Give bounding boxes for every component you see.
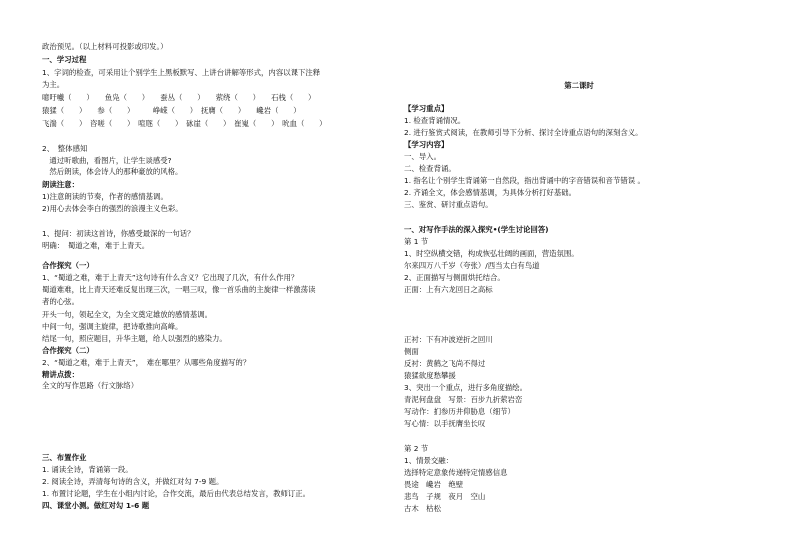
text-line: 反衬：黄鹤之飞尚不得过 — [404, 359, 486, 368]
homework-item: 1. 布置讨论题，学生在小组内讨论，合作交流，最后由代表总结发言，教师订正。 — [42, 489, 311, 498]
text-line: 第 1 节 — [404, 237, 429, 246]
text-line: 1、字词的检查，可采用让个别学生上黑板默写、上讲台讲解等形式，内容以课下注释 — [42, 68, 321, 77]
text-line: 结尾一句，照应题目，升华主题，给人以强烈的感染力。 — [42, 334, 227, 343]
text-line: 悲鸟 子规 夜月 空山 — [404, 492, 486, 501]
text-line: 畏途 巉岩 绝壁 — [404, 480, 464, 489]
lesson-title: 第二课时 — [564, 81, 594, 90]
text-line: 2. 齐诵全文，体会感情基调，为具体分析打好基础。 — [404, 188, 576, 197]
text-line: 写动作：扪参历井仰胁息（细节） — [404, 407, 515, 416]
text-line: 尔来四万八千岁（夸张）/西当太白有鸟道 — [404, 261, 540, 270]
vocab-line: 噫吁嚱（ ） 鱼凫（ ） 蚕丛（ ） 萦绕（ ） 石栈（ ） — [42, 93, 316, 102]
homework-item: 2. 阅读全诗，弄清每句诗的含义，并做红对勾 7-9 题。 — [42, 477, 224, 486]
section-heading-overall: 2、 整体感知 — [42, 144, 88, 153]
text-line: 开头一句，领起全文，为全文奠定雄放的感情基调。 — [42, 310, 212, 319]
vocab-line: 猿猱（ ） 参（ ） 峥嵘（ ） 抚膺（ ） 巉岩（ ） — [42, 106, 301, 115]
subheading-cooperation-2: 合作探究（二） — [42, 346, 94, 355]
text-line: 青泥何盘盘 写景：百步九折萦岩峦 — [404, 395, 523, 404]
text-line: 2. 进行鉴赏式阅读，在教师引导下分析、探讨全诗重点语句的深刻含义。 — [404, 128, 643, 137]
text-line: 1. 检查背诵情况。 — [404, 116, 466, 125]
subheading-cooperation-1: 合作探究（一） — [42, 261, 94, 270]
subheading-reading-notes: 朗读注意： — [42, 180, 79, 189]
text-line: 为主。 — [42, 80, 65, 89]
text-line: 1、时空纵横交错，构成恢弘壮阔的画面，营造氛围。 — [404, 249, 579, 258]
text-line: 然后朗读，体会诗人的那种豪放的风格。 — [42, 167, 183, 176]
text-line: 2、正面描写与侧面烘托结合。 — [404, 273, 505, 282]
text-line: 2、“蜀道之难，难于上青天”， 难在哪里？从哪些角度描写的？ — [42, 358, 251, 367]
text-line: 1)注意朗读的节奏，作者的感情基调。 — [42, 192, 168, 201]
text-line: 侧面 — [404, 347, 419, 356]
subheading-writing-techniques: 一、对写作手法的深入探究•(学生讨论回答) — [404, 225, 549, 234]
text-line: 写心情：以手抚膺坐长叹 — [404, 419, 486, 428]
text-line: 二、检查背诵。 — [404, 164, 456, 173]
text-line: 1. 指名让个别学生背诵第一自然段，指出背诵中的字音错误和音节错误 。 — [404, 176, 645, 185]
text-line-emphasis: 蜀道难难，比上青天还难反复出现三次，一唱三叹，像一首乐曲的主旋律一样激荡读 — [42, 285, 316, 294]
text-line: 1、“蜀道之难，难于上青天”这句诗有什么含义？它出现了几次，有什么作用？ — [42, 273, 299, 282]
text-line: 中间一句，强调主旋律，把诗歌推向高峰。 — [42, 322, 183, 331]
vocab-line: 飞湍（ ） 咨嗟（ ） 喧豗（ ） 砯崖（ ） 崔嵬（ ） 吮血（ ） — [42, 119, 327, 128]
text-line: 1、提问：初读这首诗，你感受最深的一句话？ — [42, 229, 195, 238]
text-line: 者的心弦。 — [42, 297, 79, 306]
subheading-content: 【学习内容】 — [404, 140, 449, 149]
intro-note: 政治预见。（以上材料可投影或印发。） — [42, 42, 168, 51]
text-line: 三、鉴赏、研讨重点语句。 — [404, 200, 493, 209]
section-heading-learning-process: 一、学习过程 — [42, 55, 87, 64]
subheading-explanation: 精讲点拨： — [42, 370, 79, 379]
text-line: 1、情景交融： — [404, 456, 454, 465]
text-line: 3、突出一个重点，进行多角度描绘。 — [404, 383, 527, 392]
text-line: 正面：上有六龙回日之高标 — [404, 285, 493, 294]
text-line: 选择特定意象传递特定情感信息 — [404, 468, 508, 477]
section-heading-homework: 三、布置作业 — [42, 453, 87, 462]
text-line: 古木 枯松 — [404, 504, 441, 513]
text-line: 猿猱欲度愁攀援 — [404, 371, 456, 380]
text-line: 全文的写作思路（行文脉络） — [42, 381, 139, 390]
text-line: 第 2 节 — [404, 444, 429, 453]
section-heading-quiz: 四、课堂小测。做红对勾 1-6 题 — [42, 501, 150, 510]
subheading-key-points: 【学习重点】 — [404, 104, 449, 113]
text-line: 正衬：下有冲波逆折之回川 — [404, 335, 493, 344]
text-line: 2)用心去体会李白的强烈的浪漫主义色彩。 — [42, 204, 183, 213]
text-line: 通过听歌曲，看图片，让学生谈感受? — [42, 156, 172, 165]
text-line: 一、导入。 — [404, 152, 441, 161]
homework-item: 1. 诵读全诗，背诵第一段。 — [42, 465, 133, 474]
text-line: 明确： 蜀道之难，难于上青天。 — [42, 241, 150, 250]
